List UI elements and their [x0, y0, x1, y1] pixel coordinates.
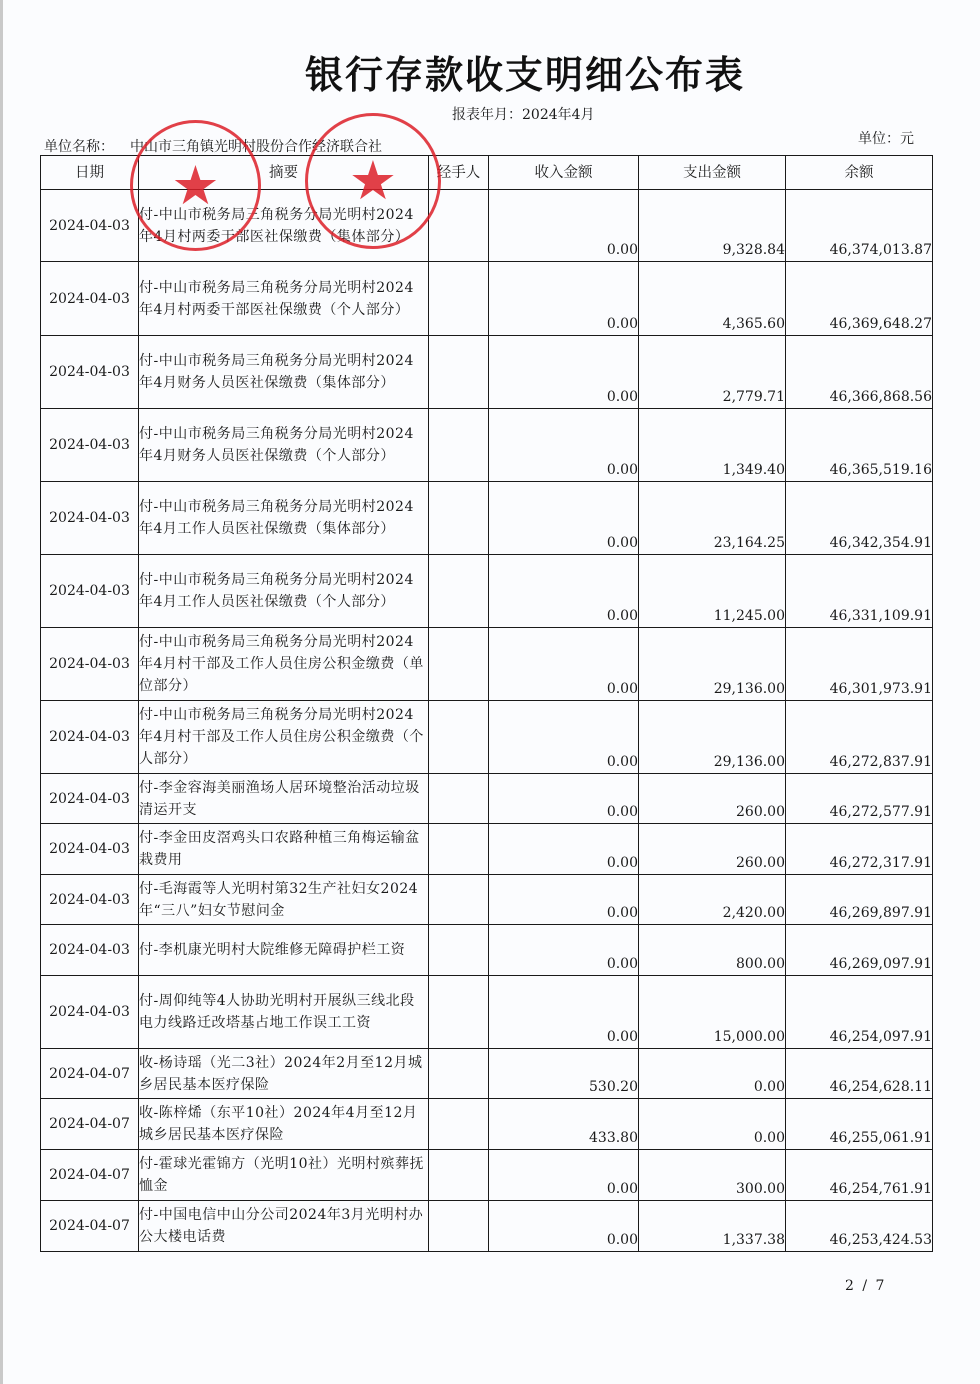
- row-date: 2024-04-03: [41, 262, 139, 336]
- row-expense: 9,328.84: [639, 190, 786, 262]
- document-title: 银行存款收支明细公布表: [304, 53, 745, 97]
- row-income: 433.80: [489, 1099, 639, 1150]
- row-handler: [429, 774, 489, 824]
- row-handler: [429, 482, 489, 555]
- row-income: 0.00: [489, 190, 639, 262]
- row-summary: 付-中山市税务局三角税务分局光明村2024年4月村干部及工作人员住房公积金缴费（单位部分）: [139, 628, 429, 701]
- row-summary: 付-霍球光霍锦方（光明10社）光明村殡葬抚恤金: [139, 1150, 429, 1201]
- organization-name: 中山市三角镇光明村股份合作经济联合社: [130, 139, 382, 155]
- table-row: [41, 628, 933, 701]
- row-handler: [429, 1049, 489, 1099]
- row-handler: [429, 1201, 489, 1252]
- row-date: 2024-04-03: [41, 482, 139, 555]
- row-expense: 29,136.00: [639, 701, 786, 774]
- table-row: [41, 824, 933, 875]
- row-balance: 46,269,097.91: [786, 925, 933, 976]
- row-income: 0.00: [489, 555, 639, 628]
- row-balance: 46,254,097.91: [786, 976, 933, 1049]
- row-expense: 11,245.00: [639, 555, 786, 628]
- row-summary: 付-李机康光明村大院维修无障碍护栏工资: [139, 925, 429, 976]
- row-date: 2024-04-03: [41, 824, 139, 875]
- table-row: [41, 774, 933, 824]
- header-expense: 支出金额: [639, 156, 786, 190]
- row-summary: 付-中山市税务局三角税务分局光明村2024年4月工作人员医社保缴费（集体部分）: [139, 482, 429, 555]
- row-handler: [429, 190, 489, 262]
- row-expense: 29,136.00: [639, 628, 786, 701]
- row-balance: 46,253,424.53: [786, 1201, 933, 1252]
- row-handler: [429, 976, 489, 1049]
- row-balance: 46,365,519.16: [786, 409, 933, 482]
- header-handler: 经手人: [429, 156, 489, 190]
- row-expense: 4,365.60: [639, 262, 786, 336]
- row-date: 2024-04-07: [41, 1150, 139, 1201]
- row-expense: 300.00: [639, 1150, 786, 1201]
- row-expense: 23,164.25: [639, 482, 786, 555]
- row-summary: 付-毛海霞等人光明村第32生产社妇女2024年“三八”妇女节慰问金: [139, 875, 429, 925]
- row-summary: 付-中山市税务局三角税务分局光明村2024年4月村两委干部医社保缴费（个人部分）: [139, 262, 429, 336]
- row-summary: 付-中山市税务局三角税务分局光明村2024年4月财务人员医社保缴费（个人部分）: [139, 409, 429, 482]
- header-date: 日期: [41, 156, 139, 190]
- star-icon: ★: [348, 149, 398, 212]
- row-expense: 2,779.71: [639, 336, 786, 409]
- row-summary: 付-中山市税务局三角税务分局光明村2024年4月工作人员医社保缴费（个人部分）: [139, 555, 429, 628]
- row-date: 2024-04-03: [41, 701, 139, 774]
- row-income: 0.00: [489, 925, 639, 976]
- row-handler: [429, 555, 489, 628]
- header-summary: 摘要: [139, 156, 429, 190]
- ledger-table: [40, 149, 933, 1252]
- header-income: 收入金额: [489, 156, 639, 190]
- page-edge: [0, 0, 3, 1384]
- row-date: 2024-04-03: [41, 336, 139, 409]
- row-date: 2024-04-07: [41, 1201, 139, 1252]
- table-row: [41, 1201, 933, 1252]
- row-balance: 46,331,109.91: [786, 555, 933, 628]
- row-handler: [429, 628, 489, 701]
- table-row: [41, 701, 933, 774]
- row-income: 0.00: [489, 336, 639, 409]
- table-row: [41, 925, 933, 976]
- row-expense: 0.00: [639, 1099, 786, 1150]
- row-income: 530.20: [489, 1049, 639, 1099]
- page-number: 2 / 7: [845, 1278, 887, 1294]
- star-icon: ★: [171, 153, 220, 217]
- row-date: 2024-04-03: [41, 555, 139, 628]
- row-summary: 付-中山市税务局三角税务分局光明村2024年4月财务人员医社保缴费（集体部分）: [139, 336, 429, 409]
- organization-label: 单位名称：: [44, 139, 114, 155]
- row-income: 0.00: [489, 628, 639, 701]
- row-balance: 46,254,761.91: [786, 1150, 933, 1201]
- row-balance: 46,272,317.91: [786, 824, 933, 875]
- row-date: 2024-04-03: [41, 875, 139, 925]
- row-summary: 付-李金容海美丽渔场人居环境整治活动垃圾清运开支: [139, 774, 429, 824]
- row-income: 0.00: [489, 262, 639, 336]
- row-handler: [429, 875, 489, 925]
- row-handler: [429, 701, 489, 774]
- row-income: 0.00: [489, 1201, 639, 1252]
- row-expense: 800.00: [639, 925, 786, 976]
- row-date: 2024-04-07: [41, 1049, 139, 1099]
- row-date: 2024-04-07: [41, 1099, 139, 1150]
- row-income: 0.00: [489, 409, 639, 482]
- table-row: [41, 1150, 933, 1201]
- row-summary: 收-陈梓烯（东平10社）2024年4月至12月城乡居民基本医疗保险: [139, 1099, 429, 1150]
- table-row: [41, 190, 933, 262]
- row-balance: 46,301,973.91: [786, 628, 933, 701]
- row-income: 0.00: [489, 774, 639, 824]
- row-summary: 收-杨诗瑶（光二3社）2024年2月至12月城乡居民基本医疗保险: [139, 1049, 429, 1099]
- row-date: 2024-04-03: [41, 925, 139, 976]
- row-expense: 260.00: [639, 774, 786, 824]
- row-expense: 1,337.38: [639, 1201, 786, 1252]
- row-balance: 46,366,868.56: [786, 336, 933, 409]
- row-date: 2024-04-03: [41, 190, 139, 262]
- table-row: [41, 555, 933, 628]
- row-summary: 付-中山市税务局三角税务分局光明村2024年4月村两委干部医社保缴费（集体部分）: [139, 190, 429, 262]
- header-balance: 余额: [786, 156, 933, 190]
- row-date: 2024-04-03: [41, 774, 139, 824]
- table-row: [41, 976, 933, 1049]
- row-income: 0.00: [489, 482, 639, 555]
- row-balance: 46,369,648.27: [786, 262, 933, 336]
- table-row: [41, 336, 933, 409]
- report-period: 报表年月：2024年4月: [452, 107, 595, 123]
- row-handler: [429, 925, 489, 976]
- row-summary: 付-中山市税务局三角税务分局光明村2024年4月村干部及工作人员住房公积金缴费（个人部分）: [139, 701, 429, 774]
- row-handler: [429, 336, 489, 409]
- row-date: 2024-04-03: [41, 409, 139, 482]
- row-summary: 付-李金田皮滘鸡头口农路种植三角梅运输盆栽费用: [139, 824, 429, 875]
- row-expense: 15,000.00: [639, 976, 786, 1049]
- row-summary: 付-周仰纯等4人协助光明村开展纵三线北段电力线路迁改塔基占地工作误工工资: [139, 976, 429, 1049]
- organization-line: [44, 136, 382, 156]
- table-row: [41, 409, 933, 482]
- row-handler: [429, 824, 489, 875]
- table-header-row: [41, 156, 933, 190]
- table-row: [41, 482, 933, 555]
- row-expense: 260.00: [639, 824, 786, 875]
- row-date: 2024-04-03: [41, 976, 139, 1049]
- row-balance: 46,269,897.91: [786, 875, 933, 925]
- row-handler: [429, 1099, 489, 1150]
- row-handler: [429, 409, 489, 482]
- currency-unit: 单位：元: [858, 131, 914, 147]
- row-expense: 1,349.40: [639, 409, 786, 482]
- row-balance: 46,272,837.91: [786, 701, 933, 774]
- row-income: 0.00: [489, 824, 639, 875]
- row-balance: 46,254,628.11: [786, 1049, 933, 1099]
- row-balance: 46,374,013.87: [786, 190, 933, 262]
- row-expense: 0.00: [639, 1049, 786, 1099]
- row-summary: 付-中国电信中山分公司2024年3月光明村办公大楼电话费: [139, 1201, 429, 1252]
- row-handler: [429, 262, 489, 336]
- row-income: 0.00: [489, 875, 639, 925]
- row-handler: [429, 1150, 489, 1201]
- table-row: [41, 1099, 933, 1150]
- table-row: [41, 1049, 933, 1099]
- row-balance: 46,272,577.91: [786, 774, 933, 824]
- row-balance: 46,255,061.91: [786, 1099, 933, 1150]
- row-income: 0.00: [489, 701, 639, 774]
- table-row: [41, 262, 933, 336]
- row-income: 0.00: [489, 976, 639, 1049]
- table-row: [41, 875, 933, 925]
- row-date: 2024-04-03: [41, 628, 139, 701]
- row-expense: 2,420.00: [639, 875, 786, 925]
- row-balance: 46,342,354.91: [786, 482, 933, 555]
- row-income: 0.00: [489, 1150, 639, 1201]
